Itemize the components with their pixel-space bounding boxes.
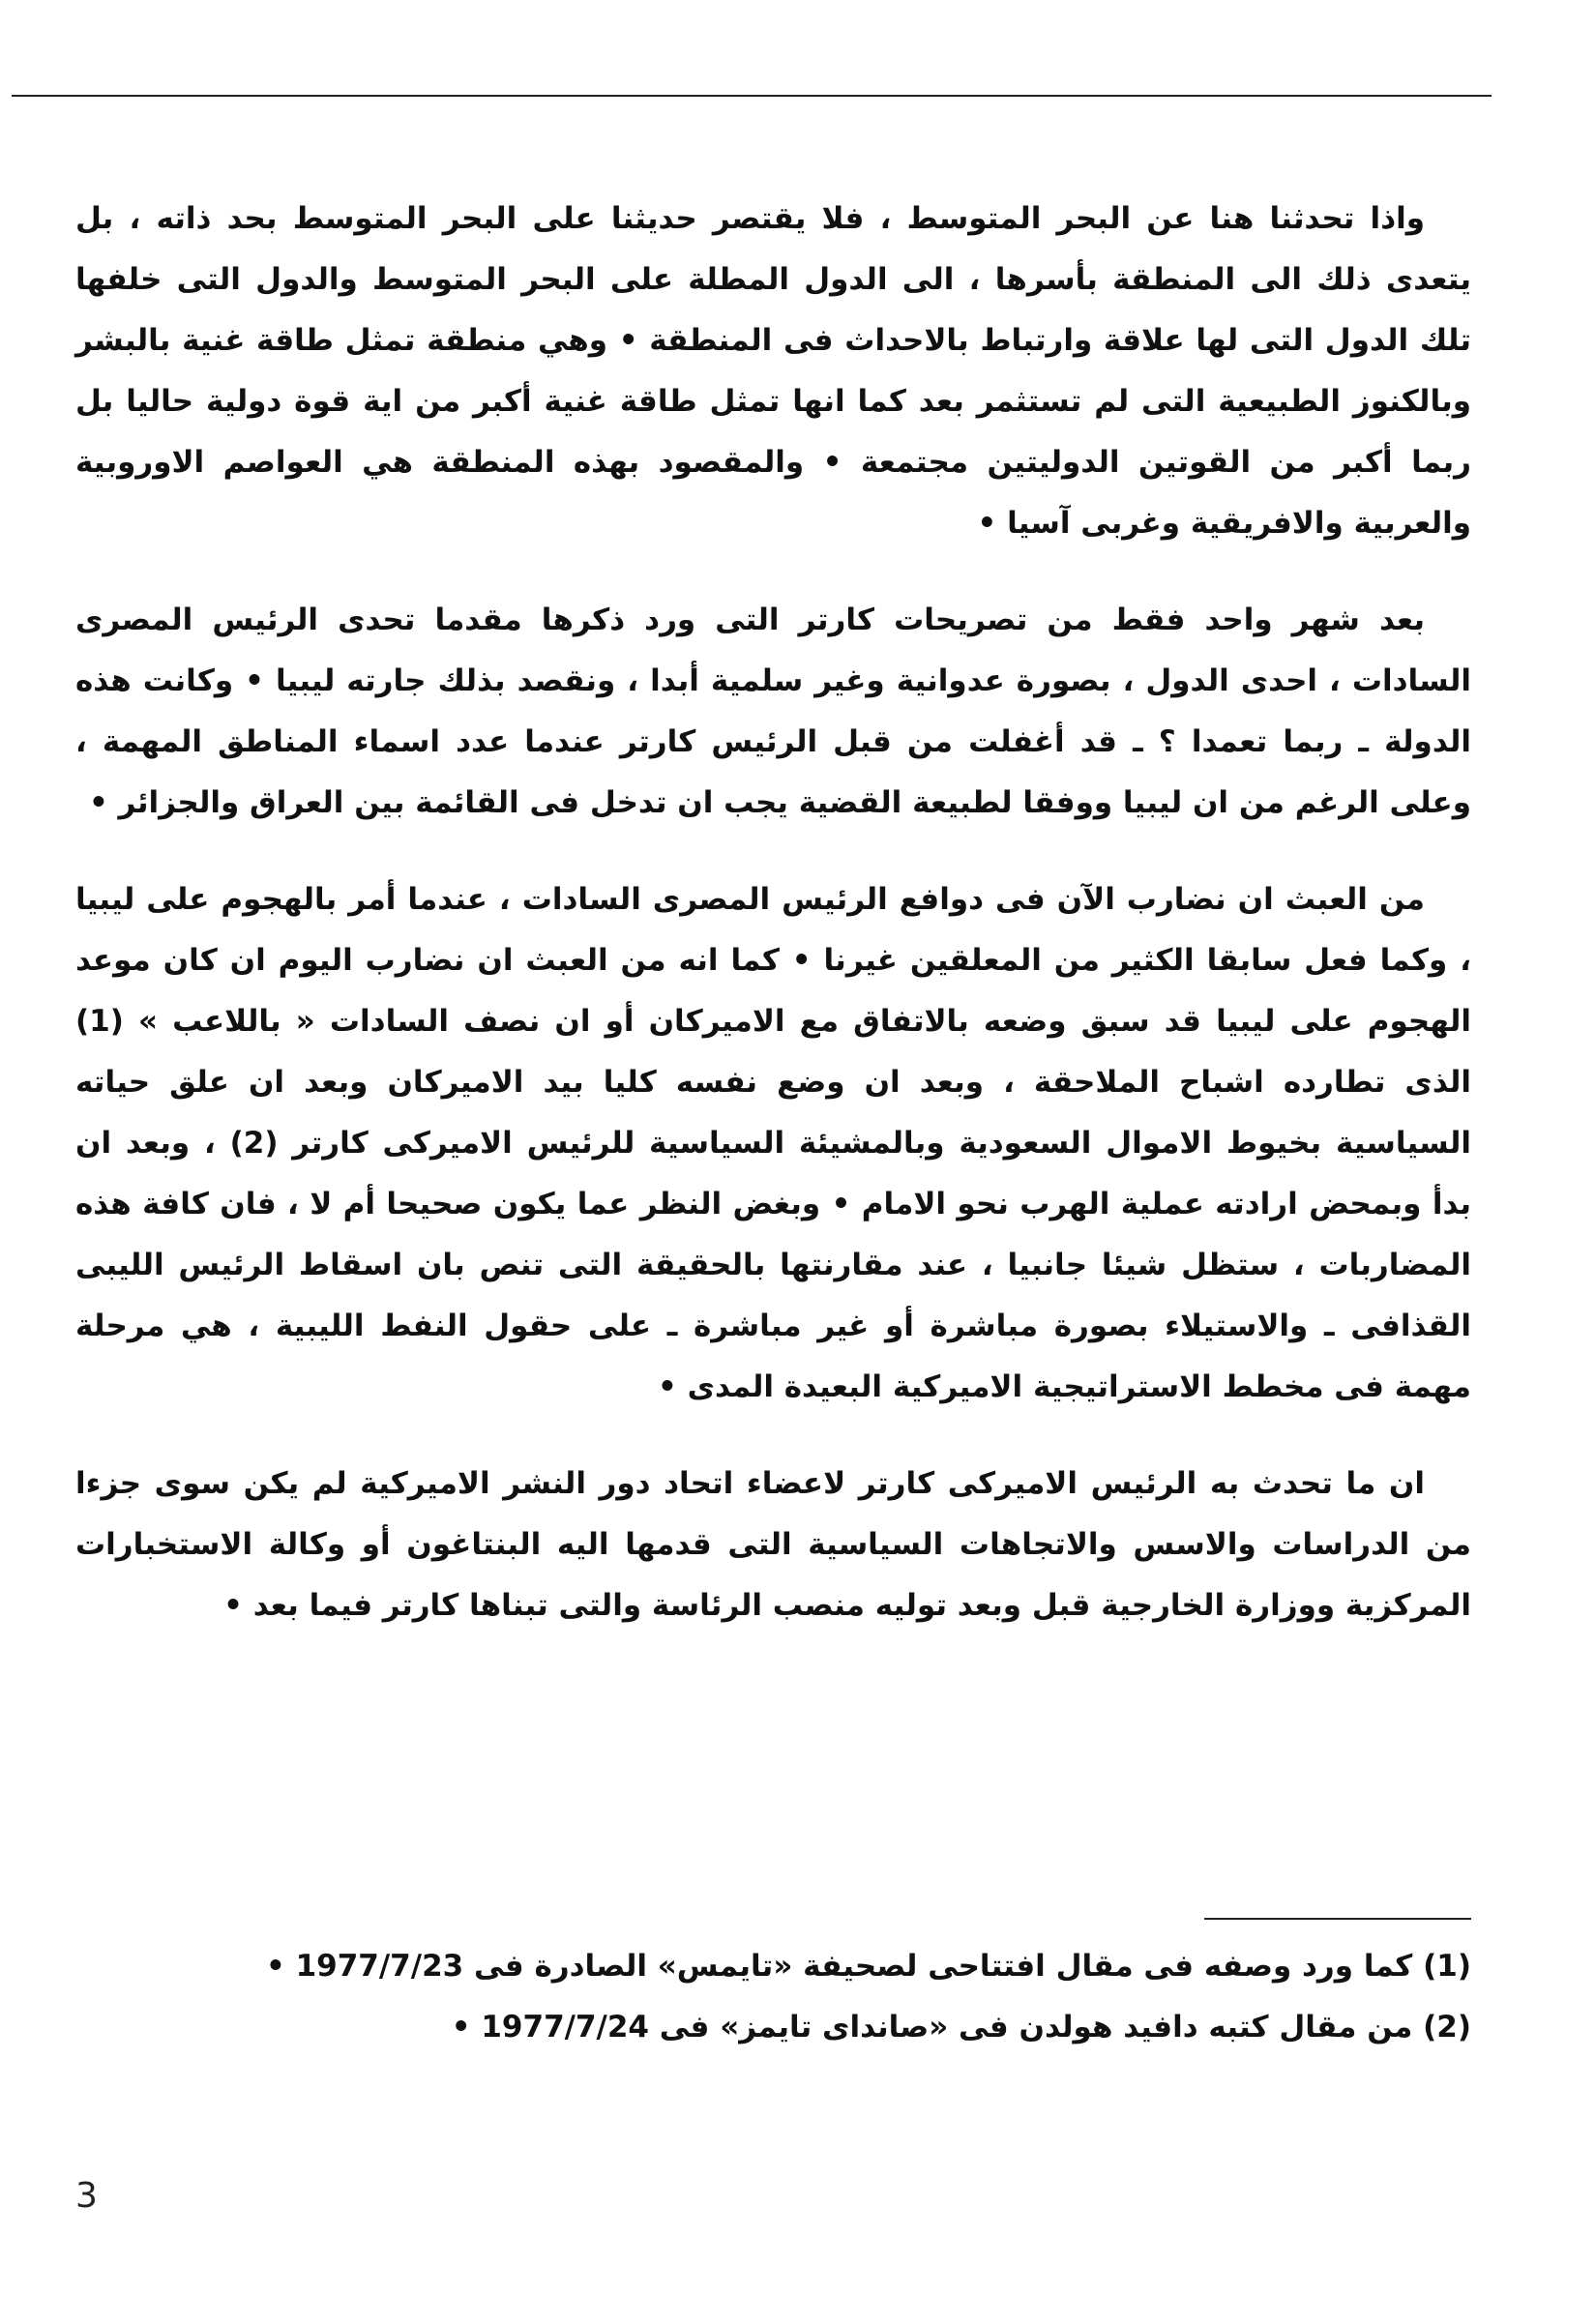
footnotes: [75, 1936, 1471, 2058]
footnote-2-date: 1977/7/24: [481, 2010, 649, 2045]
paragraph-1: واذا تحدثنا هنا عن البحر المتوسط ، فلا يقتصر حديثنا على البحر المتوسط بحد ذاته ، بل يتعدى ذلك الى المنطقة بأسرها ، الى الدول المطلة على البحر المتوسط والدول التى خلفها تلك الدول التى لها علاقة وارتباط بالاحداث فى المنطقة • وهي منطقة تمثل طاقة غنية بالبشر وبالكنوز الطبيعية التى لم تستثمر بعد كما انها تمثل طاقة غنية أكبر من اية قوة دولية حاليا بل ربما أكبر من القوتين الدوليتين مجتمعة • والمقصود بهذه المنطقة هي العواصم الاوروبية والعربية والافريقية وغربى آسيا •: [75, 201, 1471, 541]
paragraph-3: من العبث ان نضارب الآن فى دوافع الرئيس المصرى السادات ، عندما أمر بالهجوم على ليبيا ، وكما فعل سابقا الكثير من المعلقين غيرنا • كما انه من العبث ان نضارب اليوم ان كان موعد الهجوم على ليبيا قد سبق وضعه بالاتفاق مع الاميركان أو ان نصف السادات « باللاعب » (1) الذى تطارده اشباح الملاحقة ، وبعد ان وضع نفسه كليا بيد الاميركان وبعد ان علق حياته السياسية بخيوط الاموال السعودية وبالمشيئة السياسية للرئيس الاميركى كارتر (2) ، وبعد ان بدأ وبمحض ارادته عملية الهرب نحو الامام • وبغض النظر عما يكون صحيحا أم لا ، فان كافة هذه المضاربات ، ستظل شيئا جانبيا ، عند مقارنتها بالحقيقة التى تنص بان اسقاط الرئيس الليبى القذافى ـ والاستيلاء بصورة مباشرة أو غير مباشرة ـ على حقول النفط الليبية ، هي مرحلة مهمة فى مخطط الاستراتيجية الاميركية البعيدة المدى •: [75, 882, 1471, 1404]
header-rule: [12, 95, 1492, 97]
footnote-1-marker: (1): [1423, 1949, 1471, 1984]
page-number: 3: [75, 2176, 98, 2216]
paragraph-4: ان ما تحدث به الرئيس الاميركى كارتر لاعضاء اتحاد دور النشر الاميركية لم يكن سوى جزءا من الدراسات والاسس والاتجاهات السياسية التى قدمها اليه البنتاغون أو وكالة الاستخبارات المركزية ووزارة الخارجية قبل وبعد توليه منصب الرئاسة والتى تبناها كارتر فيما بعد •: [75, 1466, 1471, 1623]
footnote-1-date: 1977/7/23: [295, 1949, 464, 1984]
main-text: [75, 189, 1471, 1636]
footnote-rule: [1204, 1918, 1471, 1920]
footnote-2-marker: (2): [1423, 2010, 1471, 2045]
footnote-2: [75, 1997, 1471, 2058]
footnote-2-end: •: [451, 2010, 471, 2045]
footnote-2-text: من مقال كتبه دافيد هولدن فى «صانداى تايمز» فى: [659, 2010, 1413, 2045]
footnote-1-text: كما ورد وصفه فى مقال افتتاحى لصحيفة «تايمس» الصادرة فى: [474, 1949, 1413, 1984]
paragraph-2: بعد شهر واحد فقط من تصريحات كارتر التى ورد ذكرها مقدما تحدى الرئيس المصرى السادات ، احدى الدول ، بصورة عدوانية وغير سلمية أبدا ، ونقصد بذلك جارته ليبيا • وكانت هذه الدولة ـ ربما تعمدا ؟ ـ قد أغفلت من قبل الرئيس كارتر عندما عدد اسماء المناطق المهمة ، وعلى الرغم من ان ليبيا ووفقا لطبيعة القضية يجب ان تدخل فى القائمة بين العراق والجزائر •: [75, 603, 1471, 820]
footnote-1: [75, 1936, 1471, 1997]
footnote-1-end: •: [265, 1949, 285, 1984]
